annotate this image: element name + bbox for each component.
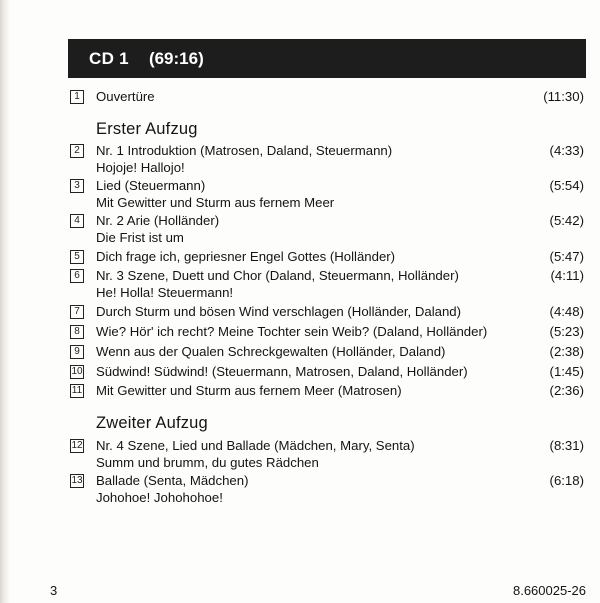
- track-title: Ballade (Senta, Mädchen): [96, 473, 249, 488]
- track-number: 9: [70, 345, 84, 359]
- track-subtitle: Summ und brumm, du gutes Rädchen: [96, 455, 319, 470]
- track-duration: (5:23): [549, 324, 584, 339]
- track-number: 11: [71, 385, 83, 396]
- track-number: 3: [70, 179, 84, 193]
- track-duration: (2:36): [549, 383, 584, 398]
- track-title: Wie? Hör' ich recht? Meine Tochter sein Weib? (Daland, Holländer): [96, 324, 488, 339]
- track-number: 10: [71, 366, 83, 377]
- track-title: Dich frage ich, gepriesner Engel Gottes (Holländer): [96, 249, 396, 264]
- track-duration: (4:48): [549, 304, 584, 319]
- track-number: 2: [70, 144, 84, 158]
- track-number: 5: [70, 250, 84, 264]
- track-title: Durch Sturm und bösen Wind verschlagen (Holländer, Daland): [96, 304, 462, 319]
- track-duration: (2:38): [549, 344, 584, 359]
- track-title: Nr. 4 Szene, Lied und Ballade (Mädchen, Mary, Senta): [96, 438, 415, 453]
- track-subtitle: Die Frist ist um: [96, 230, 184, 245]
- track-subtitle: He! Holla! Steuermann!: [96, 285, 234, 300]
- track-number: 1: [70, 90, 84, 104]
- act-heading-1: Erster Aufzug: [96, 120, 198, 138]
- act-heading-2: Zweiter Aufzug: [96, 414, 208, 432]
- track-subtitle: Hojoje! Hallojo!: [96, 160, 185, 175]
- disc-header: [68, 39, 586, 78]
- track-title: Nr. 2 Arie (Holländer): [96, 213, 220, 228]
- track-title: Nr. 3 Szene, Duett und Chor (Daland, Steuermann, Holländer): [96, 268, 459, 283]
- track-subtitle: Mit Gewitter und Sturm aus fernem Meer: [96, 195, 335, 210]
- track-duration: (5:47): [549, 249, 584, 264]
- track-title: Lied (Steuermann): [96, 178, 206, 193]
- track-title: Ouvertüre: [96, 89, 155, 104]
- track-duration: (5:42): [549, 213, 584, 228]
- track-number: 13: [71, 475, 83, 486]
- track-number: 12: [71, 440, 83, 451]
- track-duration: (6:18): [549, 473, 584, 488]
- track-duration: (1:45): [549, 364, 584, 379]
- track-number: 4: [70, 214, 84, 228]
- track-number: 7: [70, 305, 84, 319]
- track-title: Nr. 1 Introduktion (Matrosen, Daland, Steuermann): [96, 143, 393, 158]
- track-title: Mit Gewitter und Sturm aus fernem Meer (Matrosen): [96, 383, 402, 398]
- track-title: Südwind! Südwind! (Steuermann, Matrosen, Daland, Holländer): [96, 364, 468, 379]
- track-number: 8: [70, 325, 84, 339]
- track-duration: (4:33): [549, 143, 584, 158]
- track-duration: (5:54): [549, 178, 584, 193]
- disc-total-duration: (69:16): [148, 48, 204, 68]
- track-title: Wenn aus der Qualen Schreckgewalten (Holländer, Daland): [96, 344, 446, 359]
- track-duration: (4:11): [550, 268, 584, 283]
- disc-label: CD 1: [89, 48, 129, 68]
- track-number: 6: [70, 269, 84, 283]
- track-subtitle: Johohoe! Johohohoe!: [96, 490, 223, 505]
- catalog-number: 8.660025-26: [512, 583, 586, 598]
- track-duration: (11:30): [543, 89, 584, 104]
- track-duration: (8:31): [549, 438, 584, 453]
- page-binding-edge: [0, 0, 10, 603]
- page-number: 3: [50, 583, 58, 598]
